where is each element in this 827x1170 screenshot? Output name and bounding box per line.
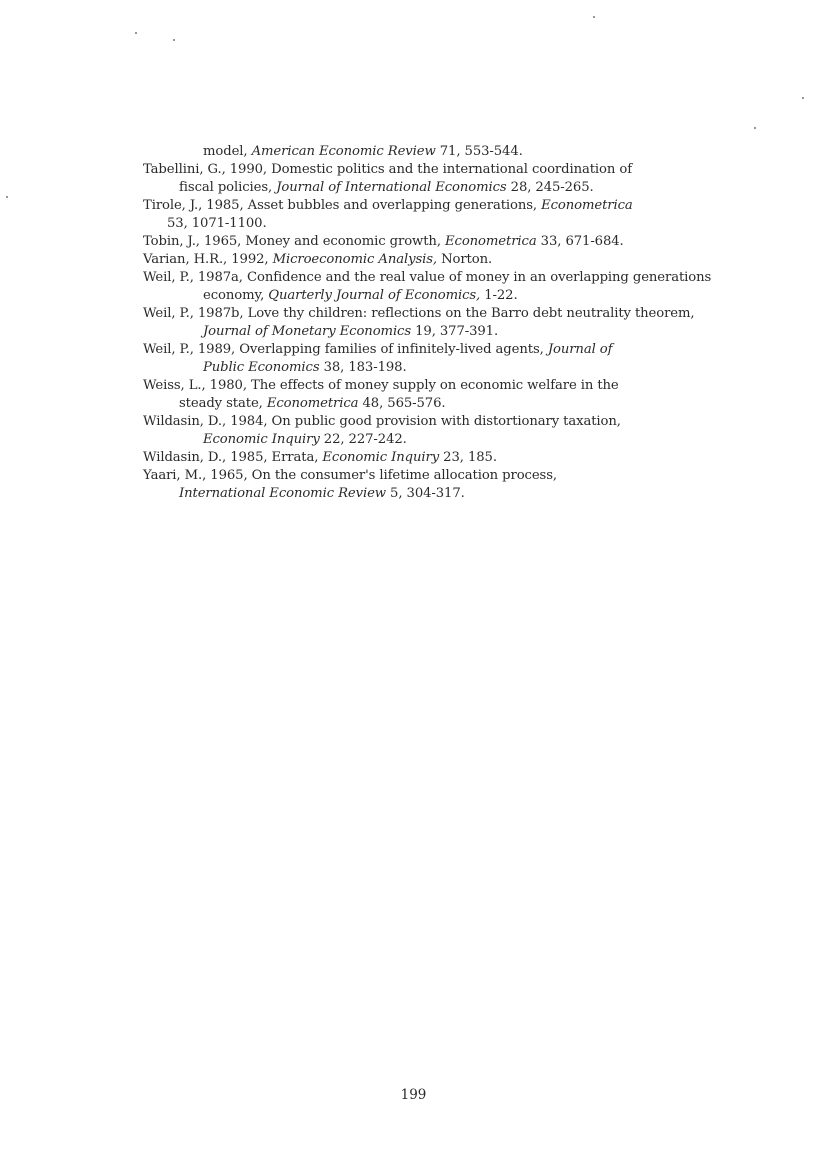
reference-entry — [143, 161, 743, 197]
reference-entry — [143, 449, 743, 467]
scan-speck — [802, 97, 804, 99]
reference-line: fiscal policies, Journal of International Economics 28, 245-265. — [179, 180, 594, 195]
reference-line: Economic Inquiry 22, 227-242. — [203, 432, 407, 447]
reference-line: Tobin, J., 1965, Money and economic growth, Econometrica 33, 671-684. — [143, 234, 624, 249]
reference-entry — [143, 341, 743, 377]
reference-line: Wildasin, D., 1985, Errata, Economic Inquiry 23, 185. — [143, 450, 497, 465]
reference-line: Tirole, J., 1985, Asset bubbles and overlapping generations, Econometrica — [143, 198, 633, 213]
reference-entry — [143, 377, 743, 413]
reference-line: Wildasin, D., 1984, On public good provision with distortionary taxation, — [143, 414, 621, 429]
page-number: 199 — [400, 1087, 427, 1103]
reference-entry — [143, 467, 743, 503]
scan-speck — [754, 127, 756, 129]
reference-line: Varian, H.R., 1992, Microeconomic Analysis, Norton. — [143, 252, 493, 267]
reference-line: Tabellini, G., 1990, Domestic politics and the international coordination of — [143, 162, 632, 177]
reference-line: 53, 1071-1100. — [167, 216, 267, 231]
reference-list — [143, 143, 743, 503]
reference-entry — [143, 413, 743, 449]
reference-entry — [143, 143, 743, 161]
reference-entry — [143, 197, 743, 233]
reference-line: Weil, P., 1987b, Love thy children: reflections on the Barro debt neutrality theorem, — [143, 306, 695, 321]
scan-speck — [173, 39, 175, 41]
reference-entry — [143, 233, 743, 251]
reference-line: Weil, P., 1989, Overlapping families of infinitely-lived agents, Journal of — [143, 342, 613, 357]
reference-line: Public Economics 38, 183-198. — [203, 360, 407, 375]
reference-line: economy, Quarterly Journal of Economics, 1-22. — [203, 288, 518, 303]
reference-line: Weil, P., 1987a, Confidence and the real value of money in an overlapping generations — [143, 270, 712, 285]
reference-entry — [143, 251, 743, 269]
scan-speck — [6, 196, 8, 198]
reference-line: Journal of Monetary Economics 19, 377-391. — [203, 324, 499, 339]
reference-line: steady state, Econometrica 48, 565-576. — [179, 396, 446, 411]
reference-line: Weiss, L., 1980, The effects of money supply on economic welfare in the — [143, 378, 619, 393]
scan-speck — [593, 16, 595, 18]
reference-line: Yaari, M., 1965, On the consumer's lifetime allocation process, — [143, 468, 557, 483]
reference-line: International Economic Review 5, 304-317. — [179, 486, 465, 501]
scan-speck — [135, 32, 137, 34]
reference-line: model, American Economic Review 71, 553-544. — [203, 144, 523, 159]
reference-entry — [143, 269, 743, 305]
reference-entry — [143, 305, 743, 341]
